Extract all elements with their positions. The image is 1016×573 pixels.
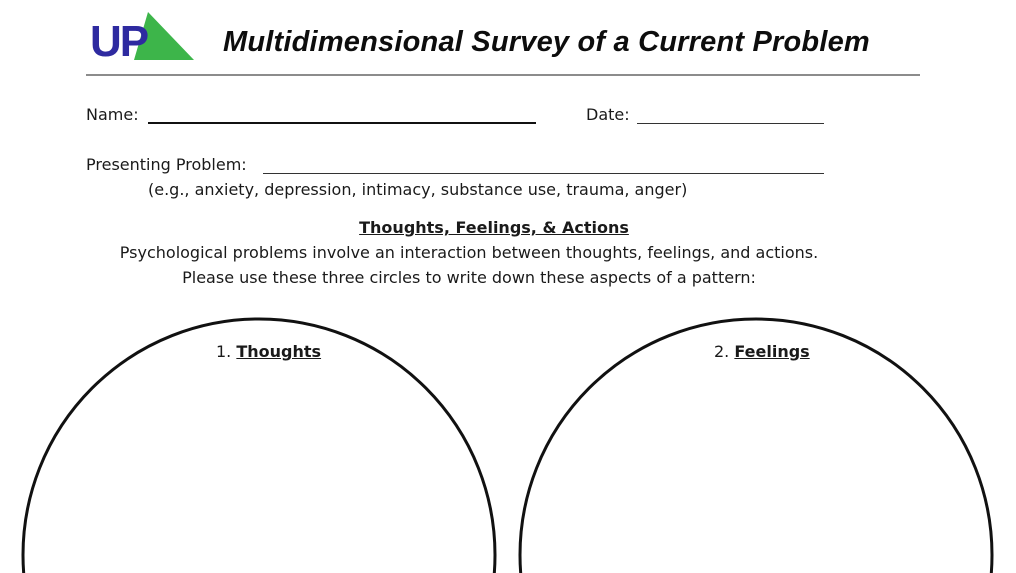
section-heading: Thoughts, Feelings, & Actions — [359, 218, 629, 237]
thoughts-title: Thoughts — [236, 342, 322, 361]
intro-line-1: Psychological problems involve an interaction between thoughts, feelings, and actions. — [119, 243, 819, 262]
feelings-number: 2. — [714, 342, 730, 361]
problem-examples: (e.g., anxiety, depression, intimacy, substance use, trauma, anger) — [148, 180, 688, 199]
thoughts-number: 1. — [216, 342, 232, 361]
date-label: Date: — [586, 105, 630, 124]
logo-text: UP — [90, 17, 148, 64]
presenting-problem-label: Presenting Problem: — [86, 155, 247, 174]
intro-line-2: Please use these three circles to write down these aspects of a pattern: — [182, 268, 756, 287]
page-title: Multidimensional Survey of a Current Problem — [223, 26, 870, 58]
thoughts-label — [216, 342, 321, 361]
name-label: Name: — [86, 105, 139, 124]
feelings-label — [714, 342, 810, 361]
feelings-title: Feelings — [734, 342, 810, 361]
